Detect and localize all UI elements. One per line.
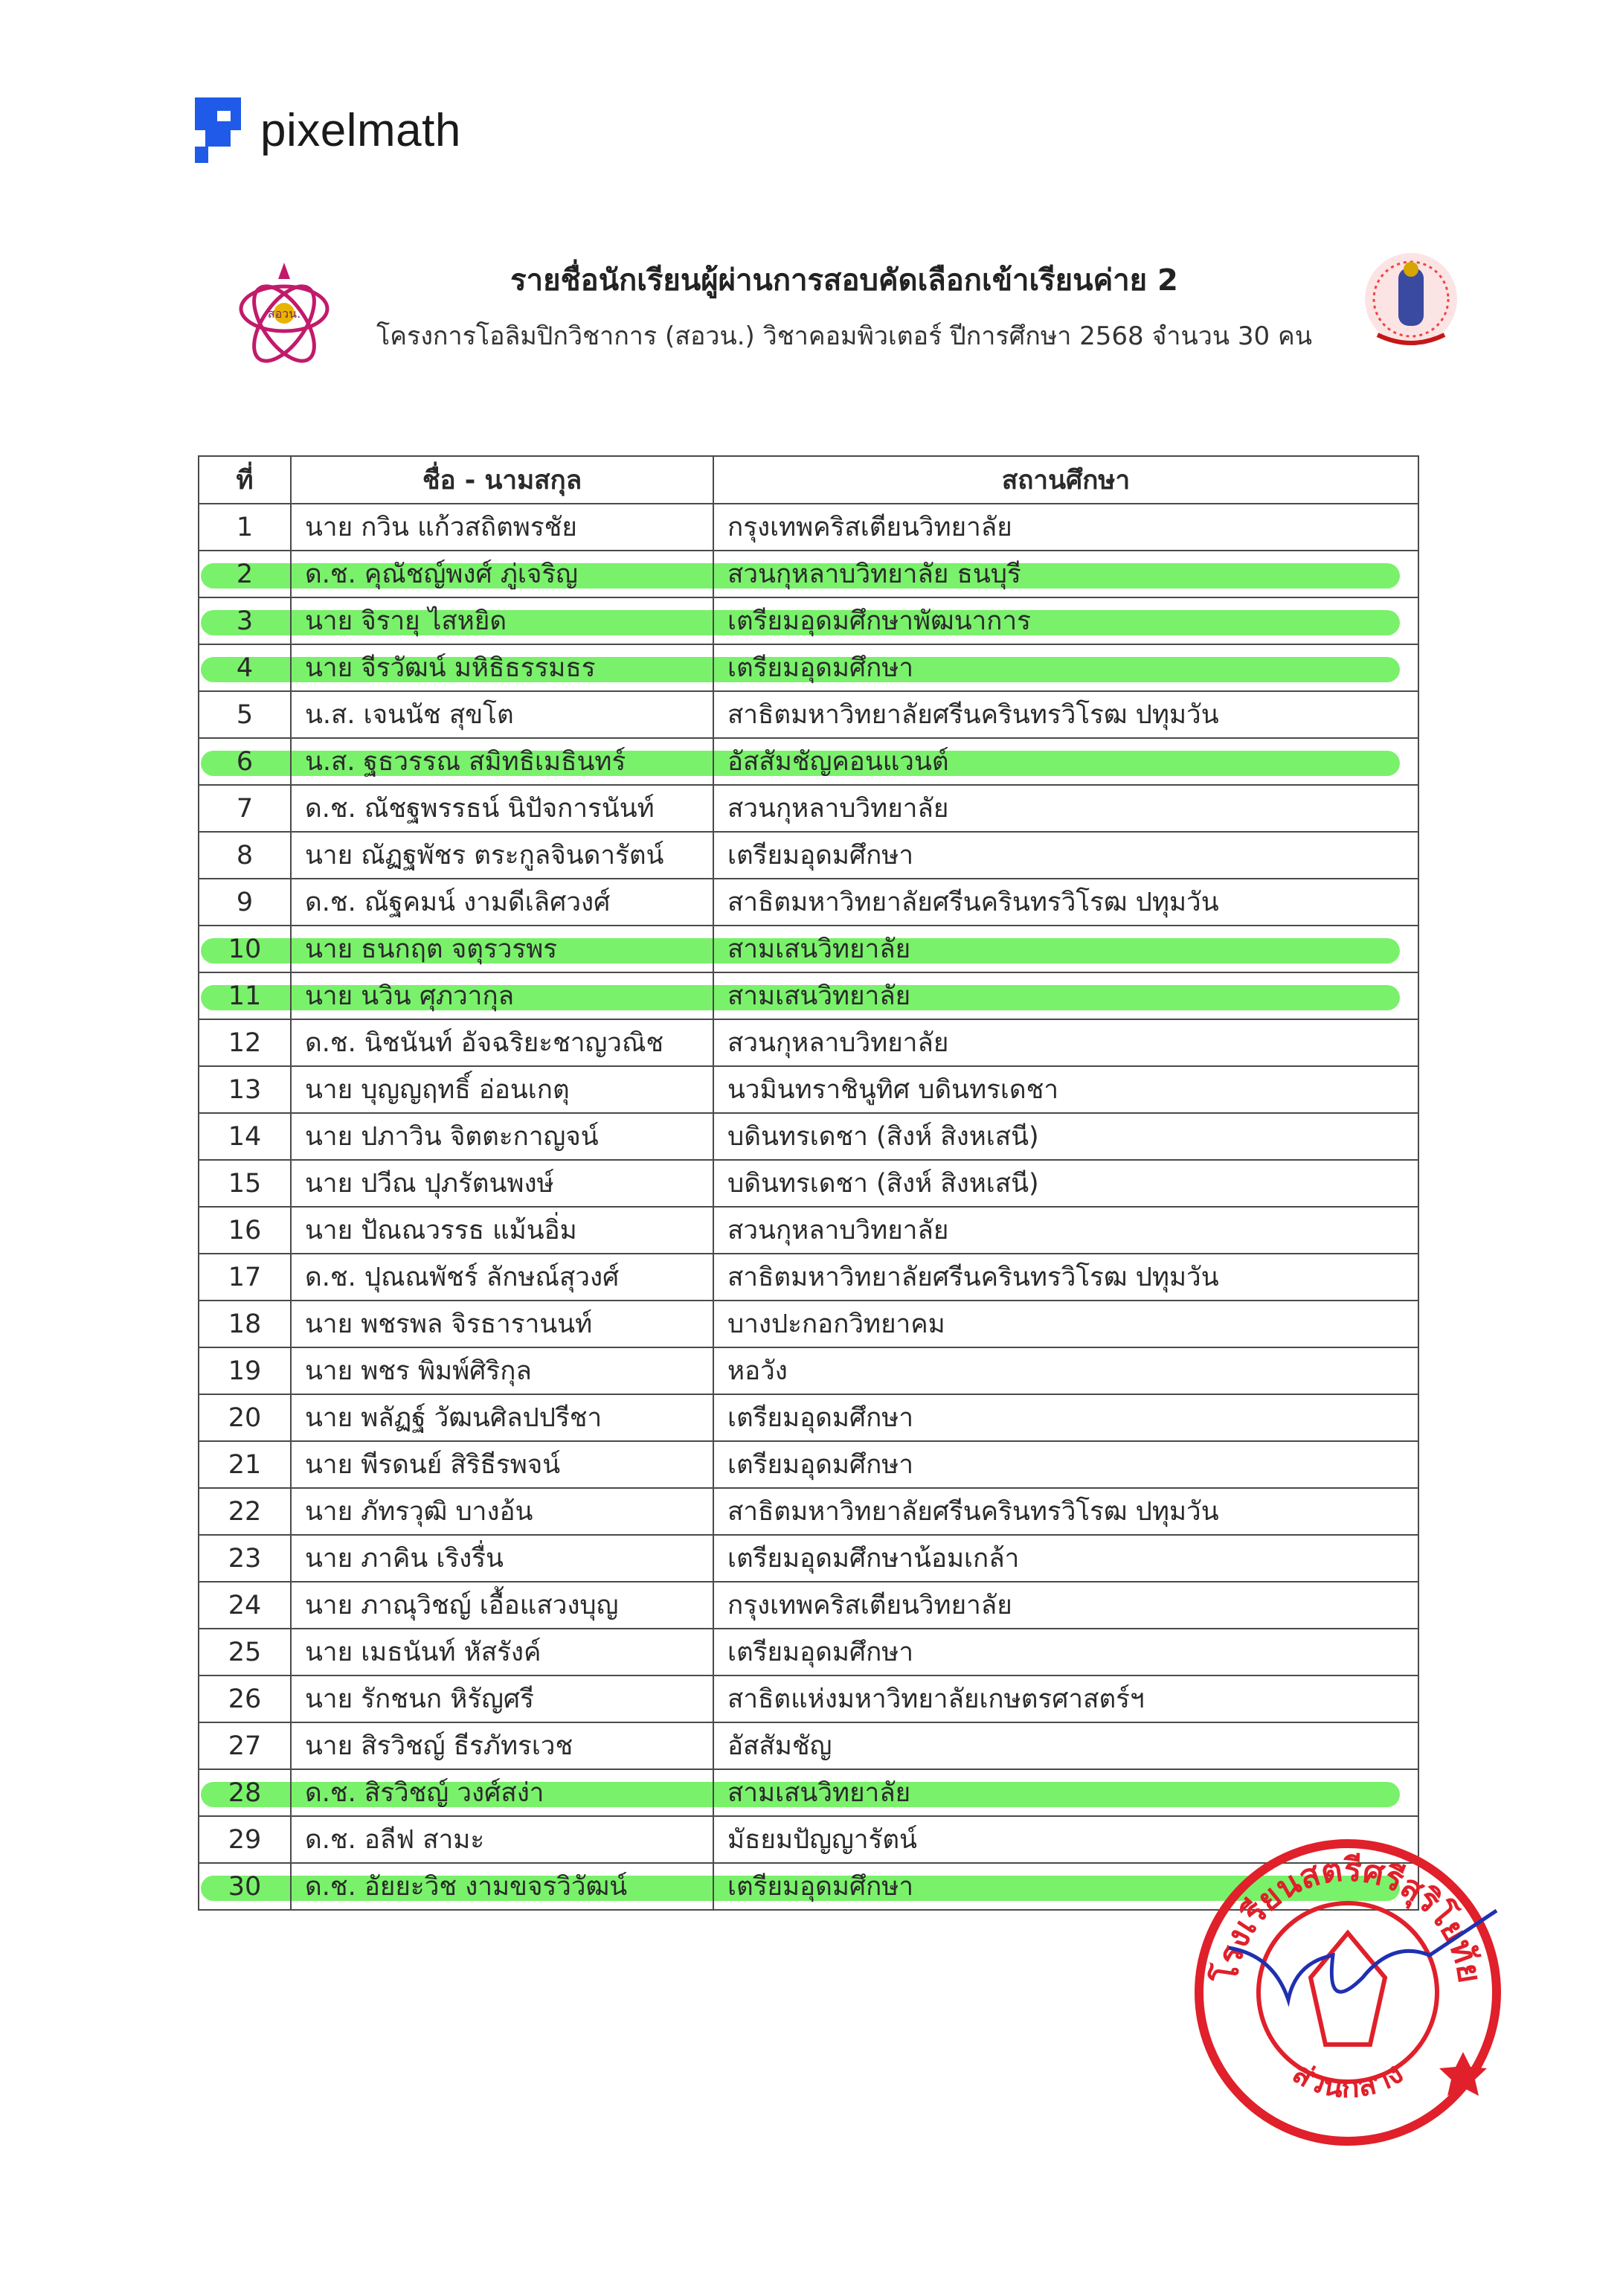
row-number: 3: [199, 597, 291, 644]
school-name: หอวัง: [713, 1347, 1418, 1394]
school-name: สวนกุหลาบวิทยาลัย: [713, 785, 1418, 832]
stamp-top-text: โรงเรียนสตรีศรีสุริโยทัย: [1206, 1850, 1489, 1986]
row-number: 19: [199, 1347, 291, 1394]
school-name: อัสสัมชัญ: [713, 1722, 1418, 1769]
row-number: 21: [199, 1441, 291, 1488]
student-name: นาย เมธนันท์ หัสรังค์: [291, 1629, 713, 1675]
school-name: สามเสนวิทยาลัย: [713, 972, 1418, 1019]
row-number: 5: [199, 691, 291, 738]
school-name: บางปะกอกวิทยาคม: [713, 1301, 1418, 1347]
page-subtitle: โครงการโอลิมปิกวิชาการ (สอวน.) วิชาคอมพิวเตอร์ ปีการศึกษา 2568 จำนวน 30 คน: [376, 321, 1312, 351]
student-name: นาย พลัฏฐ์ วัฒนศิลปปรีชา: [291, 1394, 713, 1441]
table-row: [199, 644, 1418, 691]
table-row: [199, 1675, 1418, 1722]
student-name: ด.ช. อัยยะวิช งามขจรวิวัฒน์: [291, 1863, 713, 1910]
student-name: ด.ช. คุณัชญ์พงศ์ ภู่เจริญ: [291, 551, 713, 597]
student-name: นาย บุญญฤทธิ์ อ่อนเกตุ: [291, 1066, 713, 1113]
table-row: [199, 597, 1418, 644]
row-number: 6: [199, 738, 291, 785]
table-row: [199, 972, 1418, 1019]
table-row: [199, 1394, 1418, 1441]
row-number: 14: [199, 1113, 291, 1160]
row-number: 4: [199, 644, 291, 691]
school-name: นวมินทราชินูทิศ บดินทรเดชา: [713, 1066, 1418, 1113]
table-row: [199, 1113, 1418, 1160]
row-number: 26: [199, 1675, 291, 1722]
row-number: 11: [199, 972, 291, 1019]
table-row: [199, 1629, 1418, 1675]
school-name: บดินทรเดชา (สิงห์ สิงหเสนี): [713, 1113, 1418, 1160]
row-number: 23: [199, 1535, 291, 1582]
student-name: ด.ช. ณัชฐพรรธน์ นิปัจการนันท์: [291, 785, 713, 832]
brand-name: pixelmath: [260, 104, 461, 156]
row-number: 18: [199, 1301, 291, 1347]
table-row: [199, 1488, 1418, 1535]
posn-logo-text: สอวน.: [267, 307, 301, 321]
student-name: นาย พชรพล จิรธารานนท์: [291, 1301, 713, 1347]
row-number: 22: [199, 1488, 291, 1535]
student-name: น.ส. ฐธวรรณ สมิทธิเมธินทร์: [291, 738, 713, 785]
school-name: เตรียมอุดมศึกษา: [713, 1863, 1418, 1910]
table-row: [199, 1207, 1418, 1254]
student-name: นาย รักชนก หิรัญศรี: [291, 1675, 713, 1722]
student-name: นาย จิรายุ ไสหยิด: [291, 597, 713, 644]
school-name: สาธิตแห่งมหาวิทยาลัยเกษตรศาสตร์ฯ: [713, 1675, 1418, 1722]
student-name: ด.ช. ณัฐคมน์ งามดีเลิศวงศ์: [291, 879, 713, 926]
brand-header: [195, 97, 461, 164]
row-number: 12: [199, 1019, 291, 1066]
svg-text:ส่วนกลาง: [1286, 2056, 1409, 2105]
school-name: สามเสนวิทยาลัย: [713, 1769, 1418, 1816]
school-name: มัธยมปัญญารัตน์: [713, 1816, 1418, 1863]
school-name: เตรียมอุดมศึกษา: [713, 1441, 1418, 1488]
student-name: นาย พีรดนย์ สิริธีรพจน์: [291, 1441, 713, 1488]
student-name: นาย นวิน ศุภวากุล: [291, 972, 713, 1019]
student-name: นาย จีรวัฒน์ มหิธิธรรมธร: [291, 644, 713, 691]
student-name: ด.ช. นิชนันท์ อัจฉริยะชาญวณิช: [291, 1019, 713, 1066]
school-name: เตรียมอุดมศึกษา: [713, 644, 1418, 691]
table-row: [199, 1535, 1418, 1582]
student-name: นาย กวิน แก้วสถิตพรชัย: [291, 504, 713, 551]
row-number: 9: [199, 879, 291, 926]
table-row: [199, 1066, 1418, 1113]
posn-olympiad-emblem-icon: [232, 257, 336, 376]
row-number: 8: [199, 832, 291, 879]
school-name: เตรียมอุดมศึกษา: [713, 832, 1418, 879]
school-emblem-icon: [1355, 247, 1467, 359]
student-name: น.ส. เจนนัช สุขโต: [291, 691, 713, 738]
school-name: เตรียมอุดมศึกษาพัฒนาการ: [713, 597, 1418, 644]
table-row: [199, 1019, 1418, 1066]
table-row: [199, 785, 1418, 832]
school-name: สาธิตมหาวิทยาลัยศรีนครินทรวิโรฒ ปทุมวัน: [713, 1488, 1418, 1535]
pixelmath-logo-icon: [195, 97, 241, 163]
school-name: สาธิตมหาวิทยาลัยศรีนครินทรวิโรฒ ปทุมวัน: [713, 879, 1418, 926]
column-header-number: ที่: [199, 456, 291, 504]
school-name: สาธิตมหาวิทยาลัยศรีนครินทรวิโรฒ ปทุมวัน: [713, 691, 1418, 738]
school-name: กรุงเทพคริสเตียนวิทยาลัย: [713, 1582, 1418, 1629]
row-number: 30: [199, 1863, 291, 1910]
student-name: นาย ปวีณ ปุภรัตนพงษ์: [291, 1160, 713, 1207]
school-official-seal-icon: [1184, 1829, 1511, 2156]
school-name: อัสสัมชัญคอนแวนต์: [713, 738, 1418, 785]
row-number: 29: [199, 1816, 291, 1863]
student-name: นาย ณัฏฐพัชร ตระกูลจินดารัตน์: [291, 832, 713, 879]
student-name: ด.ช. ปุณณพัชร์ ลักษณ์สุวงศ์: [291, 1254, 713, 1301]
student-roster-table: [198, 455, 1419, 1911]
table-row: [199, 1254, 1418, 1301]
school-name: สามเสนวิทยาลัย: [713, 926, 1418, 972]
table-row: [199, 551, 1418, 597]
page-title: รายชื่อนักเรียนผู้ผ่านการสอบคัดเลือกเข้าเรียนค่าย 2: [510, 263, 1178, 298]
row-number: 25: [199, 1629, 291, 1675]
column-header-name: ชื่อ - นามสกุล: [291, 456, 713, 504]
school-name: บดินทรเดชา (สิงห์ สิงหเสนี): [713, 1160, 1418, 1207]
row-number: 1: [199, 504, 291, 551]
student-name: นาย ธนกฤต จตุรวรพร: [291, 926, 713, 972]
row-number: 10: [199, 926, 291, 972]
table-row: [199, 832, 1418, 879]
school-name: สวนกุหลาบวิทยาลัย: [713, 1019, 1418, 1066]
student-name: นาย สิรวิชญ์ ธีรภัทรเวช: [291, 1722, 713, 1769]
student-name: ด.ช. สิรวิชญ์ วงศ์สง่า: [291, 1769, 713, 1816]
table-row: [199, 1441, 1418, 1488]
row-number: 16: [199, 1207, 291, 1254]
row-number: 2: [199, 551, 291, 597]
student-name: นาย ปภาวิน จิตตะกาญจน์: [291, 1113, 713, 1160]
student-name: นาย ภาณุวิชญ์ เอื้อแสวงบุญ: [291, 1582, 713, 1629]
table-row: [199, 738, 1418, 785]
table-row: [199, 879, 1418, 926]
school-name: สาธิตมหาวิทยาลัยศรีนครินทรวิโรฒ ปทุมวัน: [713, 1254, 1418, 1301]
school-name: สวนกุหลาบวิทยาลัย ธนบุรี: [713, 551, 1418, 597]
table-row: [199, 1582, 1418, 1629]
table-row: [199, 691, 1418, 738]
row-number: 27: [199, 1722, 291, 1769]
stamp-bottom-text: ส่วนกลาง: [1286, 2056, 1410, 2106]
row-number: 7: [199, 785, 291, 832]
table-row: [199, 1301, 1418, 1347]
row-number: 20: [199, 1394, 291, 1441]
row-number: 13: [199, 1066, 291, 1113]
student-name: ด.ช. อลีฟ สามะ: [291, 1816, 713, 1863]
table-row: [199, 1722, 1418, 1769]
row-number: 28: [199, 1769, 291, 1816]
table-row: [199, 504, 1418, 551]
school-name: สวนกุหลาบวิทยาลัย: [713, 1207, 1418, 1254]
school-name: กรุงเทพคริสเตียนวิทยาลัย: [713, 504, 1418, 551]
table-header-row: [199, 456, 1418, 504]
table-row: [199, 1160, 1418, 1207]
student-name: นาย ปัณณวรรธ แม้นอิ่ม: [291, 1207, 713, 1254]
table-row: [199, 1347, 1418, 1394]
student-name: นาย พชร พิมพ์ศิริกุล: [291, 1347, 713, 1394]
svg-text:โรงเรียนสตรีศรีสุริโยทัย: [1205, 1851, 1488, 1986]
student-name: นาย ภาคิน เริงรื่น: [291, 1535, 713, 1582]
school-name: เตรียมอุดมศึกษา: [713, 1629, 1418, 1675]
school-name: เตรียมอุดมศึกษาน้อมเกล้า: [713, 1535, 1418, 1582]
row-number: 24: [199, 1582, 291, 1629]
table-row: [199, 1769, 1418, 1816]
row-number: 17: [199, 1254, 291, 1301]
school-name: เตรียมอุดมศึกษา: [713, 1394, 1418, 1441]
student-name: นาย ภัทรวุฒิ บางอ้น: [291, 1488, 713, 1535]
table-row: [199, 926, 1418, 972]
row-number: 15: [199, 1160, 291, 1207]
column-header-school: สถานศึกษา: [713, 456, 1418, 504]
